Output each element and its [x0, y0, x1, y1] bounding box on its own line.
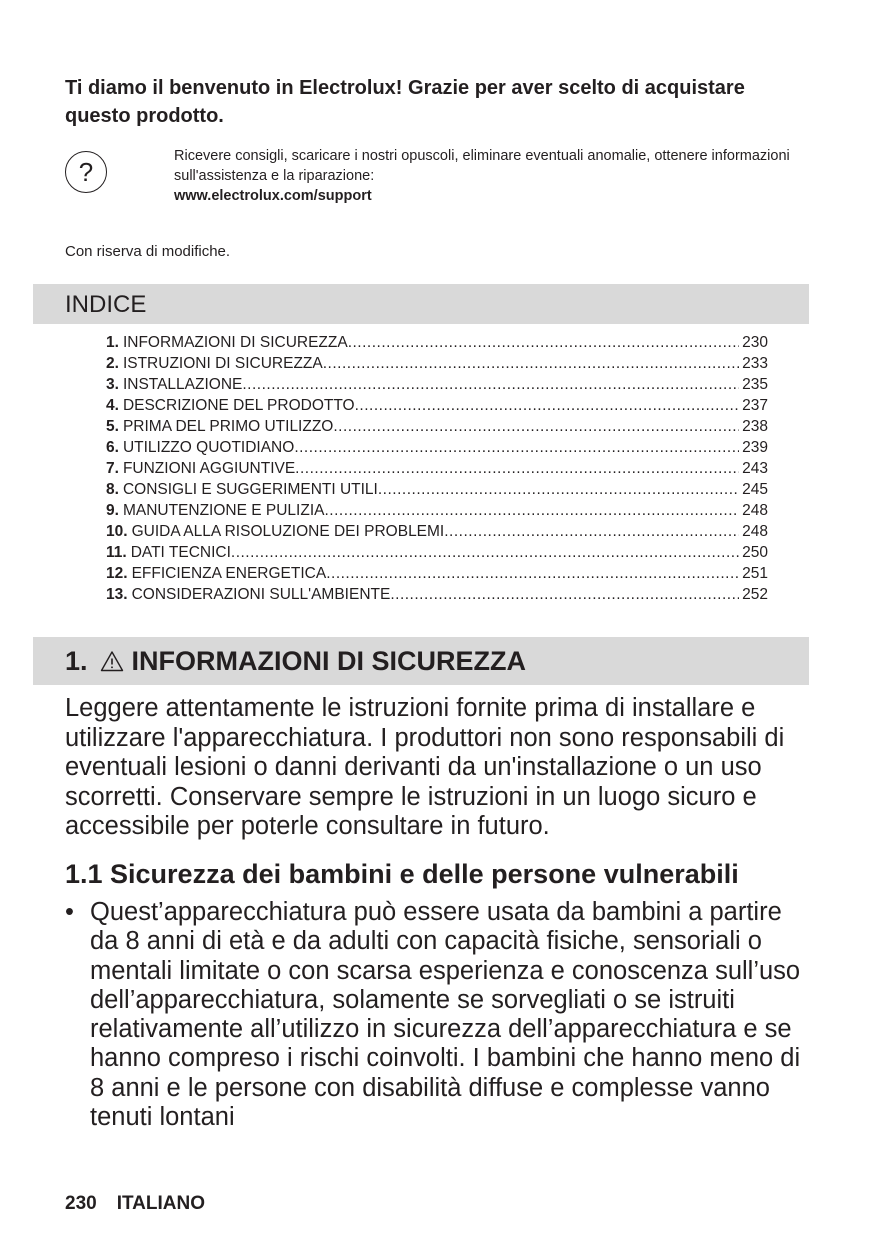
- toc-label: MANUTENZIONE E PULIZIA: [122, 502, 325, 519]
- toc-leader: [333, 416, 739, 437]
- toc-page: 252: [742, 586, 768, 603]
- toc-number: 13.: [106, 586, 128, 603]
- bullet-text: Quest’apparecchiatura può essere usata da bambini a partire da 8 anni di età e da adulti con capacità fisiche, sensoriali o mentali limitate o con scarsa esperienza e conoscenza sull’uso dell’apparecchiatura, solamente se sorvegliati o se istruiti relativamente all’utilizzo in sicurezza dell’apparecchiatura e se hanno compreso i rischi coinvolti. I bambini che hanno meno di 8 anni e le persone con disabilità diffuse e complesse vanno tenuti lontani: [90, 898, 801, 1132]
- toc-item[interactable]: [106, 332, 768, 353]
- section-number: 1.: [65, 646, 88, 676]
- toc-label: INFORMAZIONI DI SICUREZZA: [122, 334, 348, 351]
- toc-page: 250: [742, 544, 768, 561]
- toc-item[interactable]: [106, 374, 768, 395]
- toc-number: 4.: [106, 397, 119, 414]
- page-footer: [65, 1193, 205, 1215]
- toc-label: CONSIDERAZIONI SULL'AMBIENTE: [131, 586, 391, 603]
- toc-leader: [444, 521, 739, 542]
- list-item: [65, 898, 805, 1132]
- toc-page: 243: [742, 460, 768, 477]
- toc-number: 1.: [106, 334, 119, 351]
- toc-leader: [231, 542, 739, 563]
- toc-label: CONSIGLI E SUGGERIMENTI UTILI: [122, 481, 378, 498]
- toc-label: EFFICIENZA ENERGETICA: [131, 565, 327, 582]
- toc-label: PRIMA DEL PRIMO UTILIZZO: [122, 418, 334, 435]
- toc-leader: [390, 584, 739, 605]
- toc-item[interactable]: [106, 584, 768, 605]
- section-1-intro: Leggere attentamente le istruzioni fornite prima di installare e utilizzare l'apparecchiatura. I produttori non sono responsabili di eventuali lesioni o danni derivanti da un'installazione o un uso scorretti. Conservare sempre le istruzioni in un luogo sicuro e accessibile per poterle consultare in futuro.: [65, 694, 785, 840]
- section-1-heading: [33, 637, 809, 685]
- toc-page: 248: [742, 502, 768, 519]
- toc-leader: [348, 332, 739, 353]
- support-info: [174, 146, 814, 206]
- toc-number: 5.: [106, 418, 119, 435]
- page-number: 230: [65, 1193, 97, 1214]
- toc-label: UTILIZZO QUOTIDIANO: [122, 439, 295, 456]
- table-of-contents: [106, 332, 768, 605]
- toc-page: 230: [742, 334, 768, 351]
- toc-item[interactable]: [106, 416, 768, 437]
- toc-item[interactable]: [106, 563, 768, 584]
- bullet-icon: •: [65, 898, 74, 926]
- toc-leader: [294, 437, 739, 458]
- toc-item[interactable]: [106, 479, 768, 500]
- toc-label: DESCRIZIONE DEL PRODOTTO: [122, 397, 355, 414]
- toc-page: 248: [742, 523, 768, 540]
- toc-leader: [323, 353, 739, 374]
- toc-item[interactable]: [106, 437, 768, 458]
- footer-language: ITALIANO: [116, 1193, 206, 1214]
- toc-page: 239: [742, 439, 768, 456]
- question-circle-icon: ?: [65, 151, 107, 193]
- toc-leader: [242, 374, 739, 395]
- toc-leader: [324, 500, 739, 521]
- toc-number: 8.: [106, 481, 119, 498]
- toc-number: 3.: [106, 376, 119, 393]
- toc-label: FUNZIONI AGGIUNTIVE: [122, 460, 296, 477]
- toc-item[interactable]: [106, 500, 768, 521]
- toc-item[interactable]: [106, 542, 768, 563]
- section-1-1-heading: 1.1 Sicurezza dei bambini e delle persone vulnerabili: [65, 859, 739, 889]
- toc-label: INSTALLAZIONE: [122, 376, 243, 393]
- index-title: INDICE: [33, 284, 809, 324]
- toc-label: ISTRUZIONI DI SICUREZZA: [122, 355, 323, 372]
- toc-page: 233: [742, 355, 768, 372]
- reserve-note: Con riserva di modifiche.: [65, 243, 231, 260]
- toc-number: 7.: [106, 460, 119, 477]
- toc-item[interactable]: [106, 458, 768, 479]
- section-title: INFORMAZIONI DI SICUREZZA: [131, 646, 527, 676]
- toc-number: 10.: [106, 523, 128, 540]
- toc-number: 11.: [106, 544, 127, 561]
- toc-page: 251: [742, 565, 768, 582]
- toc-page: 245: [742, 481, 768, 498]
- toc-item[interactable]: [106, 353, 768, 374]
- toc-leader: [378, 479, 739, 500]
- toc-leader: [326, 563, 739, 584]
- toc-item[interactable]: [106, 521, 768, 542]
- toc-number: 12.: [106, 565, 128, 582]
- warning-triangle-icon: [100, 650, 124, 672]
- toc-number: 9.: [106, 502, 119, 519]
- welcome-heading: Ti diamo il benvenuto in Electrolux! Grazie per aver scelto di acquistare questo prodotto.: [65, 77, 745, 127]
- toc-number: 6.: [106, 439, 119, 456]
- toc-page: 237: [742, 397, 768, 414]
- toc-page: 235: [742, 376, 768, 393]
- toc-leader: [295, 458, 739, 479]
- toc-page: 238: [742, 418, 768, 435]
- support-link[interactable]: www.electrolux.com/support: [174, 188, 372, 204]
- toc-leader: [355, 395, 740, 416]
- toc-item[interactable]: [106, 395, 768, 416]
- toc-number: 2.: [106, 355, 119, 372]
- support-text: Ricevere consigli, scaricare i nostri opuscoli, eliminare eventuali anomalie, ottenere informazioni sull'assistenza e la riparazione:: [174, 148, 790, 184]
- toc-label: DATI TECNICI: [130, 544, 231, 561]
- toc-label: GUIDA ALLA RISOLUZIONE DEI PROBLEMI: [131, 523, 445, 540]
